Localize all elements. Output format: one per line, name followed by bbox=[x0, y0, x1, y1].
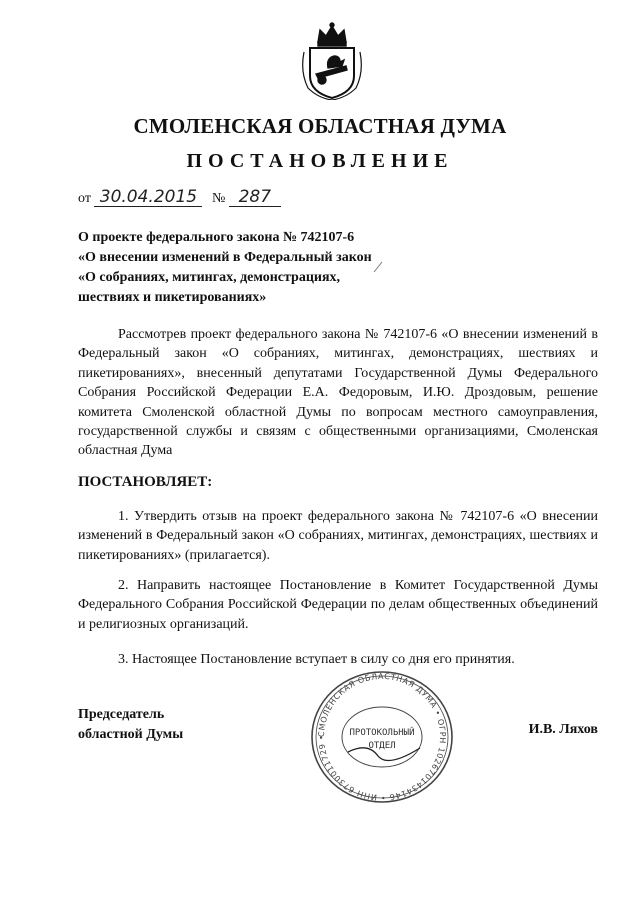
signatory-position bbox=[78, 705, 183, 745]
smolensk-coat-of-arms-icon bbox=[296, 22, 368, 100]
official-stamp bbox=[308, 668, 456, 806]
document-subject bbox=[78, 228, 408, 308]
subject-line: «О внесении изменений в Федеральный закон bbox=[78, 250, 372, 265]
number-prefix: № bbox=[211, 191, 226, 206]
decree-item-2: 2. Направить настоящее Постановление в Комитет Государственной Думы Федерального Собрания Российской Федерации по делам общественных объединений и религиозных организаций. bbox=[78, 578, 598, 632]
document-date: 30.04.2015 bbox=[94, 188, 202, 207]
date-prefix: от bbox=[78, 191, 91, 206]
stamp-center-line: ОТДЕЛ bbox=[368, 741, 396, 751]
signatory-name: И.В. Ляхов bbox=[528, 722, 598, 737]
decree-item-1: 1. Утвердить отзыв на проект федерального закона № 742107-6 «О внесении изменений в Федеральный закон «О собраниях, митингах, демонстрациях, шествиях и пикетированиях» (прилагается). bbox=[78, 509, 598, 563]
position-line: областной Думы bbox=[78, 727, 184, 742]
subject-line: шествиях и пикетированиях» bbox=[78, 290, 267, 305]
decree-heading: ПОСТАНОВЛЯЕТ: bbox=[78, 474, 213, 490]
position-line: Председатель bbox=[78, 707, 165, 722]
document-number: 287 bbox=[229, 188, 281, 207]
decree-item-3: 3. Настоящее Постановление вступает в силу со дня его принятия. bbox=[118, 652, 515, 667]
stamp-center-line: ПРОТОКОЛЬНЫЙ bbox=[349, 728, 415, 738]
preamble-paragraph: Рассмотрев проект федерального закона № 742107-6 «О внесении изменений в Федеральный закон «О собраниях, митингах, демонстрациях, шествиях и пикетированиях», внесенный депутатами Государственной Думы Федерального Собрания Российской Федерации Е.А. Федоровым, И.Ю. Дроздовым, решение комитета Смоленской областной Думы по вопросам местного самоуправления, государственной службы и связям с общественными организациями, Смоленская областная Дума bbox=[78, 327, 598, 459]
stamp-ring-text: СМОЛЕНСКАЯ ОБЛАСТНАЯ ДУМА • ОГРН 1026701434146 • ИНН 6730011729 • bbox=[316, 671, 448, 803]
subject-line: «О собраниях, митингах, демонстрациях, bbox=[78, 270, 341, 285]
organization-title: СМОЛЕНСКАЯ ОБЛАСТНАЯ ДУМА bbox=[133, 114, 507, 138]
pen-mark-icon bbox=[372, 260, 384, 274]
subject-line: О проекте федерального закона № 742107-6 bbox=[78, 230, 355, 245]
document-type-title: ПОСТАНОВЛЕНИЕ bbox=[186, 150, 454, 172]
date-number-line bbox=[78, 188, 281, 207]
